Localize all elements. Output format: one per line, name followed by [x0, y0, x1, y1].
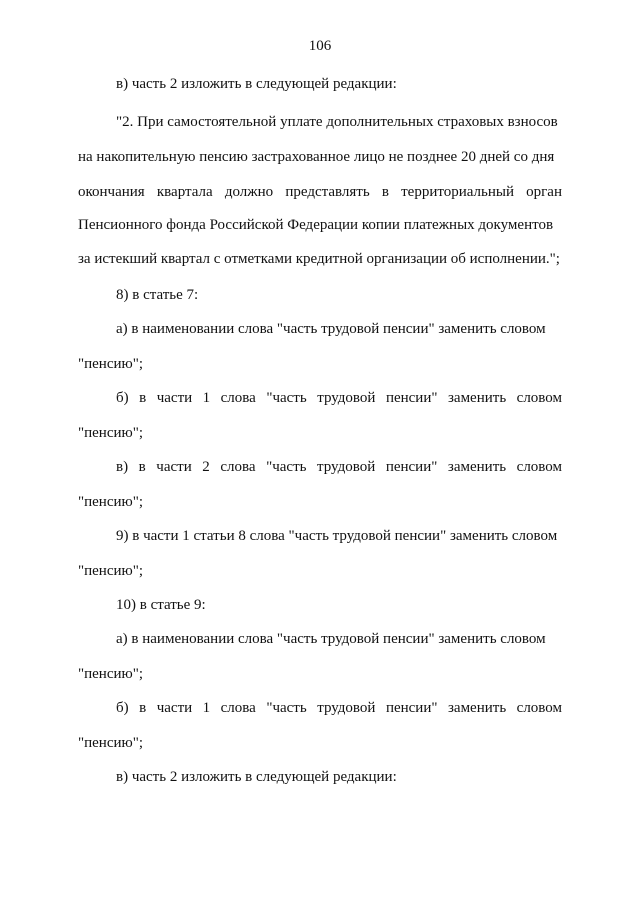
- paragraph-line: "пенсию";: [78, 356, 144, 372]
- paragraph-line: "пенсию";: [78, 563, 144, 579]
- paragraph-line: 8) в статье 7:: [116, 287, 199, 303]
- paragraph-line: а) в наименовании слова "часть трудовой пенсии" заменить словом: [116, 631, 546, 647]
- paragraph-line: в) часть 2 изложить в следующей редакции:: [116, 769, 397, 785]
- paragraph-line: б) в части 1 слова "часть трудовой пенсии" заменить словом: [116, 700, 562, 716]
- paragraph-line: "пенсию";: [78, 666, 144, 682]
- paragraph-line: 10) в статье 9:: [116, 597, 206, 613]
- paragraph-line: на накопительную пенсию застрахованное лицо не позднее 20 дней со дня: [78, 149, 555, 165]
- paragraph-line: "пенсию";: [78, 494, 144, 510]
- paragraph-line: Пенсионного фонда Российской Федерации копии платежных документов: [78, 217, 554, 233]
- paragraph-line: "2. При самостоятельной уплате дополнительных страховых взносов: [116, 114, 558, 130]
- paragraph-line: в) в части 2 слова "часть трудовой пенсии" заменить словом: [116, 459, 562, 475]
- paragraph-line: за истекший квартал с отметками кредитной организации об исполнении.";: [78, 251, 560, 267]
- paragraph-line: а) в наименовании слова "часть трудовой пенсии" заменить словом: [116, 321, 546, 337]
- page-number: 106: [308, 38, 332, 54]
- paragraph-line: "пенсию";: [78, 735, 144, 751]
- paragraph-line: 9) в части 1 статьи 8 слова "часть трудовой пенсии" заменить словом: [116, 528, 558, 544]
- paragraph-line: окончания квартала должно представлять в территориальный орган: [78, 184, 562, 200]
- paragraph-line: "пенсию";: [78, 425, 144, 441]
- paragraph-line: в) часть 2 изложить в следующей редакции:: [116, 76, 397, 92]
- paragraph-line: б) в части 1 слова "часть трудовой пенсии" заменить словом: [116, 390, 562, 406]
